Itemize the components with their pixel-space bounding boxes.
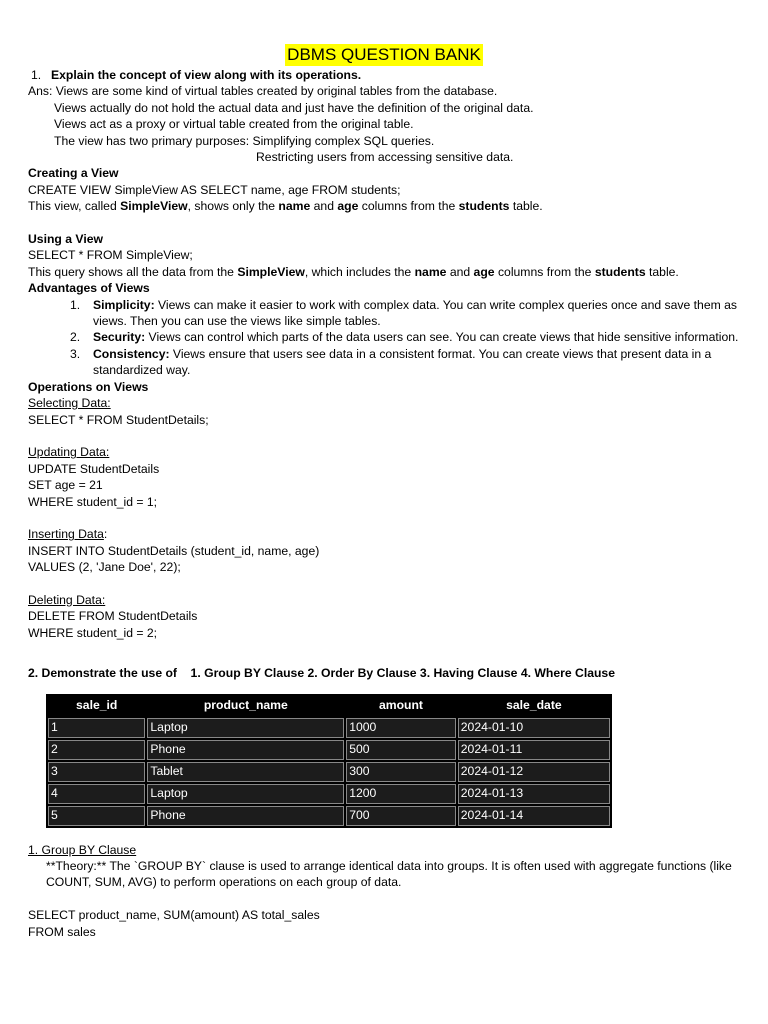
table-cell: Phone [147, 806, 344, 826]
answer-line-1: Ans: Views are some kind of virtual tables created by original tables from the database. [28, 84, 498, 99]
table-cell: 2024-01-14 [458, 806, 610, 826]
text-part: This view, called [28, 199, 121, 214]
group-by-theory: **Theory:** The `GROUP BY` clause is used to arrange identical data into groups. It is often used with aggregate functions (like COUNT, SUM, AVG) to perform operations on each group of data. [46, 858, 732, 890]
creating-view-heading: Creating a View [28, 166, 119, 181]
table-cell: 700 [346, 806, 456, 826]
creating-view-sql: CREATE VIEW SimpleView AS SELECT name, age FROM students; [28, 182, 401, 197]
updating-sql-3: WHERE student_id = 1; [28, 494, 158, 509]
table-header-cell: amount [346, 696, 456, 716]
table-cell: 2024-01-13 [458, 784, 610, 804]
spacer [28, 576, 744, 592]
question-2: 2. Demonstrate the use of 1. Group BY Clause 2. Order By Clause 3. Having Clause 4. Where Clause [28, 666, 615, 681]
table-cell: 2024-01-11 [458, 740, 610, 760]
table-row [48, 718, 610, 738]
list-term: Security: [93, 330, 146, 345]
table-cell: Phone [147, 740, 344, 760]
inserting-sql-2: VALUES (2, 'Jane Doe', 22); [28, 560, 181, 575]
list-term: Consistency: [93, 346, 170, 361]
inserting-label-colon: : [103, 527, 108, 542]
list-item [28, 329, 744, 345]
bold-part: students [594, 264, 646, 279]
text-part: columns from the [358, 199, 459, 214]
text-part: table. [509, 199, 543, 214]
answer-line-4: The view has two primary purposes: Simplifying complex SQL queries. [54, 133, 435, 148]
question-1 [28, 67, 744, 83]
group-by-sql-1: SELECT product_name, SUM(amount) AS total_sales [28, 908, 320, 923]
sales-table [46, 694, 612, 828]
table-cell: 5 [48, 806, 145, 826]
inserting-label-text: Inserting Data [28, 527, 104, 542]
table-cell: 4 [48, 784, 145, 804]
text-part: table. [645, 264, 679, 279]
deleting-data-label: Deleting Data: [28, 592, 106, 607]
updating-sql-2: SET age = 21 [28, 478, 103, 493]
list-item [28, 346, 744, 379]
table-cell: 2024-01-10 [458, 718, 610, 738]
advantages-list [28, 297, 744, 379]
list-text: Views ensure that users see data in a consistent format. You can create views that present data in a standardized way. [93, 346, 712, 378]
operations-heading: Operations on Views [28, 379, 149, 394]
text-part: columns from the [494, 264, 595, 279]
spacer [28, 428, 744, 444]
text-part: This query shows all the data from the [28, 264, 238, 279]
using-view-sql: SELECT * FROM SimpleView; [28, 248, 193, 263]
table-header-cell: sale_date [458, 696, 610, 716]
bold-part: age [473, 264, 495, 279]
answer-line-5: Restricting users from accessing sensitive data. [256, 150, 514, 165]
updating-sql-1: UPDATE StudentDetails [28, 461, 160, 476]
using-view-description [28, 264, 744, 280]
document-content [28, 67, 744, 940]
list-term: Simplicity: [93, 297, 155, 312]
text-part: and [310, 199, 338, 214]
table-cell: 500 [346, 740, 456, 760]
bold-part: name [414, 264, 447, 279]
advantages-heading: Advantages of Views [28, 281, 150, 296]
updating-data-label: Updating Data: [28, 445, 110, 460]
table-cell: 2024-01-12 [458, 762, 610, 782]
table-cell: 1 [48, 718, 145, 738]
table-cell: 1200 [346, 784, 456, 804]
table-cell: 2 [48, 740, 145, 760]
bold-part: SimpleView [237, 264, 305, 279]
list-item [28, 297, 744, 330]
bold-part: SimpleView [120, 199, 188, 214]
table-cell: Tablet [147, 762, 344, 782]
answer-line-2: Views actually do not hold the actual data and just have the definition of the original data. [54, 100, 534, 115]
list-number: 2. [70, 330, 81, 345]
bold-part: students [458, 199, 510, 214]
table-row [48, 806, 610, 826]
table-header-row [48, 696, 610, 716]
deleting-sql-1: DELETE FROM StudentDetails [28, 609, 198, 624]
table-row [48, 762, 610, 782]
title-wrap [0, 44, 768, 66]
page-title: DBMS QUESTION BANK [287, 45, 481, 64]
table-row [48, 740, 610, 760]
spacer [28, 891, 744, 907]
table-header-cell: product_name [147, 696, 344, 716]
selecting-data-label: Selecting Data: [28, 396, 111, 411]
text-part: , shows only the [187, 199, 279, 214]
question-1-number: 1. [31, 68, 42, 82]
table-cell: Laptop [147, 718, 344, 738]
question-1-text: Explain the concept of view along with its operations. [51, 68, 362, 82]
bold-part: age [337, 199, 359, 214]
deleting-sql-2: WHERE student_id = 2; [28, 625, 158, 640]
spacer [28, 215, 744, 231]
bold-part: name [278, 199, 311, 214]
group-by-label: 1. Group BY Clause [28, 842, 137, 857]
group-by-sql-2: FROM sales [28, 924, 96, 939]
list-text: Views can make it easier to work with complex data. You can write complex queries once and save them as views. Then you can use the views like simple tables. [93, 297, 738, 329]
text-part: and [446, 264, 474, 279]
spacer [28, 510, 744, 526]
list-number: 3. [70, 346, 81, 361]
table-cell: Laptop [147, 784, 344, 804]
text-part: , which includes the [304, 264, 415, 279]
creating-view-description [28, 198, 744, 214]
table-cell: 300 [346, 762, 456, 782]
inserting-sql-1: INSERT INTO StudentDetails (student_id, name, age) [28, 543, 320, 558]
answer-line-3: Views act as a proxy or virtual table created from the original table. [54, 117, 414, 132]
list-text: Views can control which parts of the data users can see. You can create views that hide sensitive information. [145, 330, 739, 345]
using-view-heading: Using a View [28, 232, 103, 247]
table-cell: 3 [48, 762, 145, 782]
list-number: 1. [70, 297, 81, 312]
inserting-data-label [28, 526, 744, 542]
table-row [48, 784, 610, 804]
table-cell: 1000 [346, 718, 456, 738]
table-header-cell: sale_id [48, 696, 145, 716]
selecting-sql: SELECT * FROM StudentDetails; [28, 412, 209, 427]
